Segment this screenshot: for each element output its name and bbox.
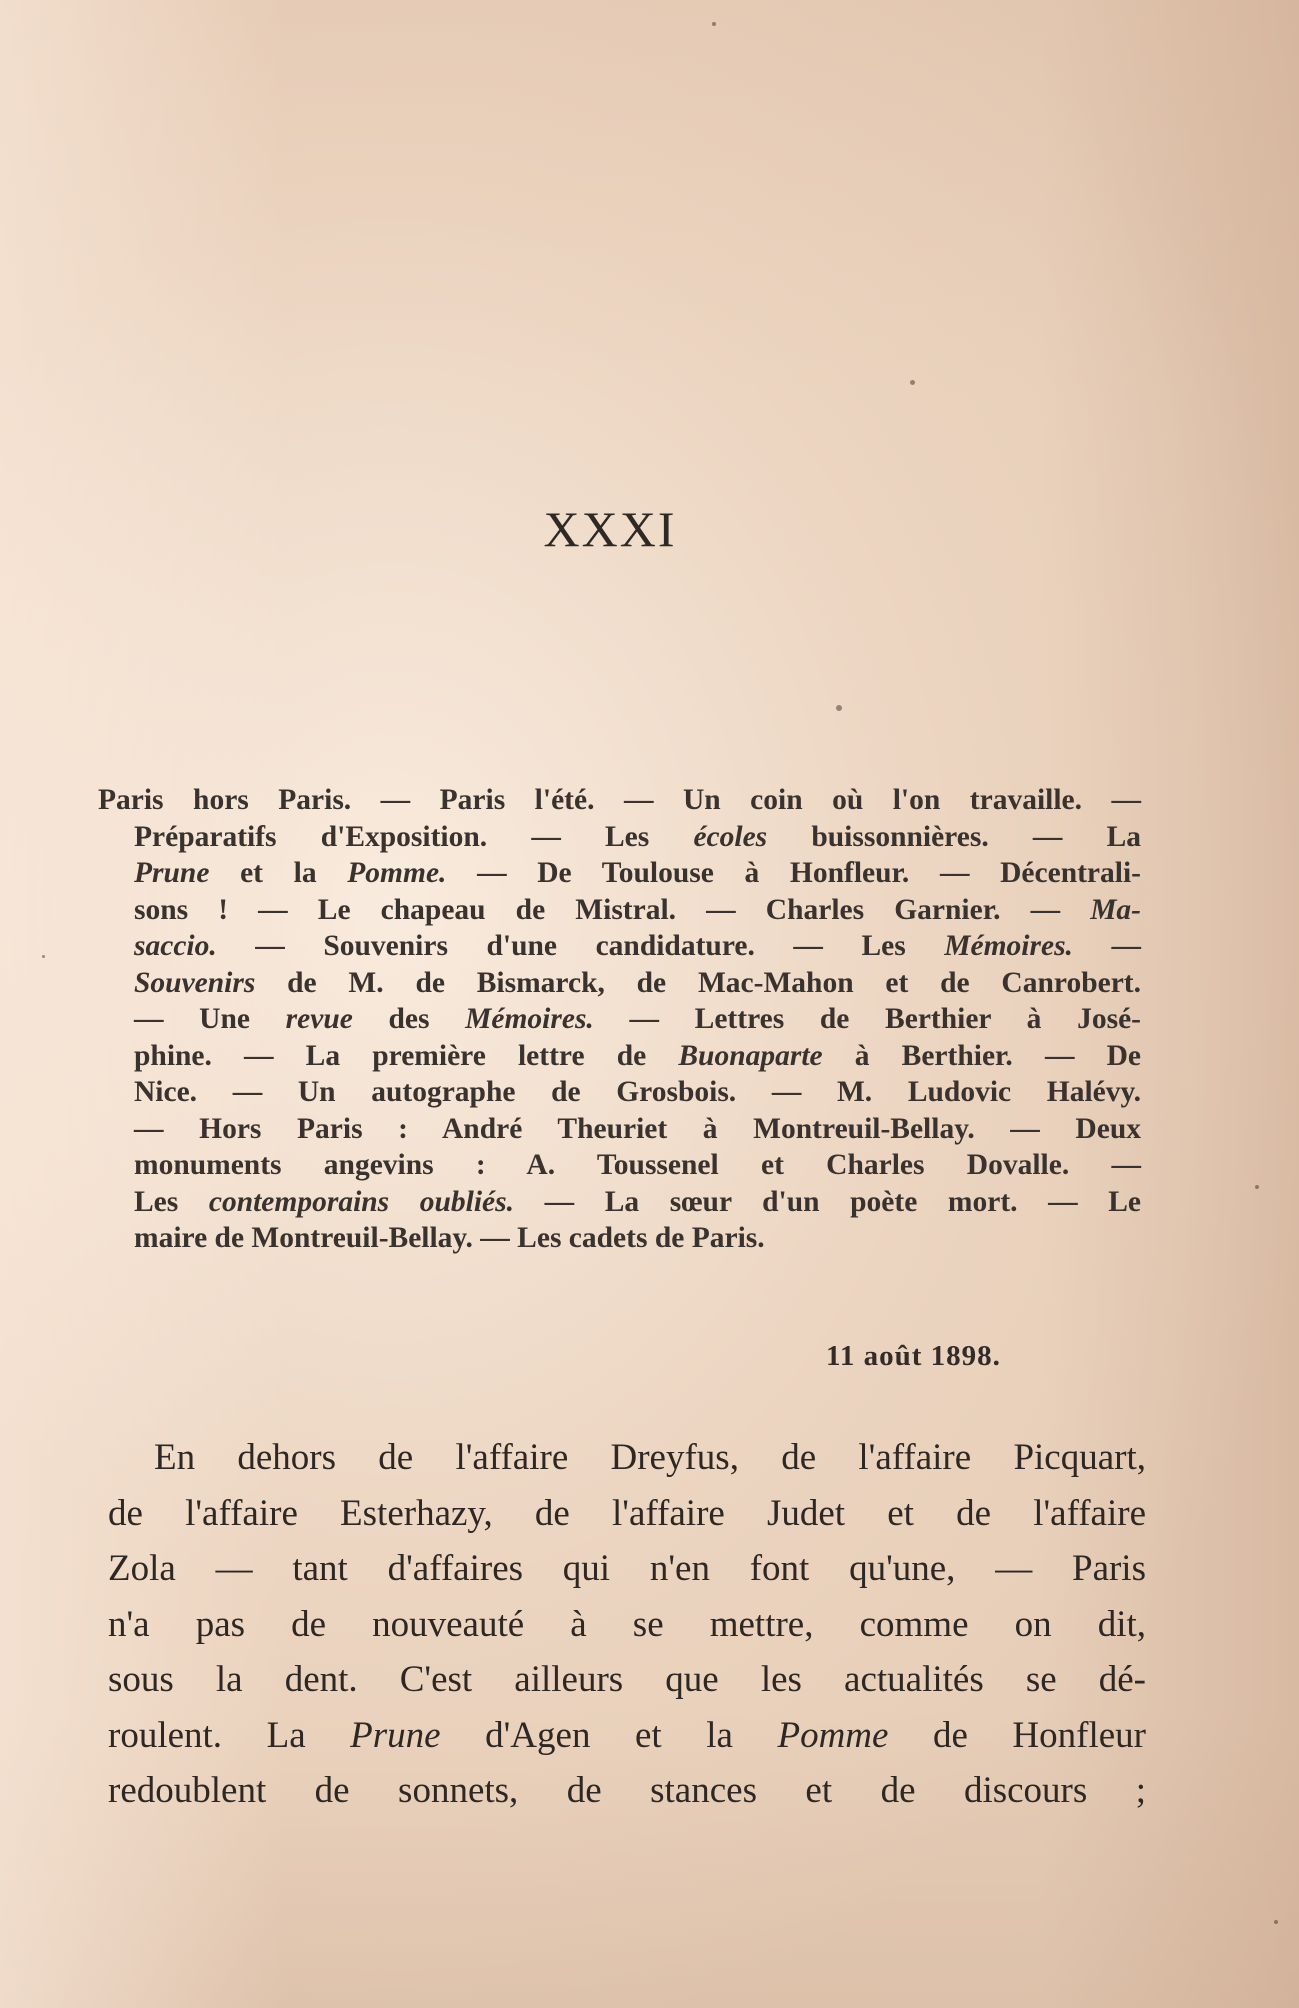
paper-speck <box>910 380 915 385</box>
paper-speck <box>1255 1185 1259 1189</box>
dateline: 11 août 1898. <box>826 1340 1001 1372</box>
summary-line: phine. — La première lettre de Buonaparte à Berthier. — De <box>134 1039 1141 1072</box>
summary-line: Souvenirs de M. de Bismarck, de Mac-Mahon et de Canrobert. <box>134 966 1141 999</box>
body-line: redoublent de sonnets, de stances et de discours ; <box>108 1770 1146 1811</box>
body-line: n'a pas de nouveauté à se mettre, comme on dit, <box>108 1603 1146 1645</box>
summary-line: — Une revue des Mémoires. — Lettres de Berthier à José- <box>134 1003 1141 1035</box>
summary-line: Prune et la Pomme. — De Toulouse à Honfleur. — Décentrali- <box>134 857 1141 889</box>
paper-speck <box>42 955 45 958</box>
body-line: sous la dent. C'est ailleurs que les actualités se dé- <box>108 1659 1146 1700</box>
summary-line: Les contemporains oubliés. — La sœur d'un poète mort. — Le <box>134 1185 1141 1218</box>
paper-speck <box>836 705 842 711</box>
body-line: de l'affaire Esterhazy, de l'affaire Judet et de l'affaire <box>108 1492 1146 1534</box>
paper-speck <box>712 22 716 26</box>
summary-line: Paris hors Paris. — Paris l'été. — Un coin où l'on travaille. — <box>98 784 1141 816</box>
chapter-summary <box>98 782 1141 1257</box>
summary-line: — Hors Paris : André Theuriet à Montreuil-Bellay. — Deux <box>134 1112 1141 1145</box>
paper-speck <box>1274 1920 1278 1924</box>
chapter-number: XXXI <box>543 501 677 557</box>
body-text <box>108 1430 1146 1819</box>
summary-line: monuments angevins : A. Toussenel et Charles Dovalle. — <box>134 1149 1141 1181</box>
body-line: roulent. La Prune d'Agen et la Pomme de Honfleur <box>108 1714 1146 1756</box>
summary-line: saccio. — Souvenirs d'une candidature. — Les Mémoires. — <box>134 930 1141 962</box>
body-line: Zola — tant d'affaires qui n'en font qu'une, — Paris <box>108 1548 1146 1589</box>
summary-line: Nice. — Un autographe de Grosbois. — M. Ludovic Halévy. <box>134 1076 1141 1108</box>
summary-line: sons ! — Le chapeau de Mistral. — Charles Garnier. — Ma- <box>134 893 1141 926</box>
body-line: En dehors de l'affaire Dreyfus, de l'affaire Picquart, <box>154 1437 1146 1478</box>
summary-line: maire de Montreuil-Bellay. — Les cadets de Paris. <box>134 1222 765 1254</box>
summary-line: Préparatifs d'Exposition. — Les écoles buissonnières. — La <box>134 820 1141 853</box>
